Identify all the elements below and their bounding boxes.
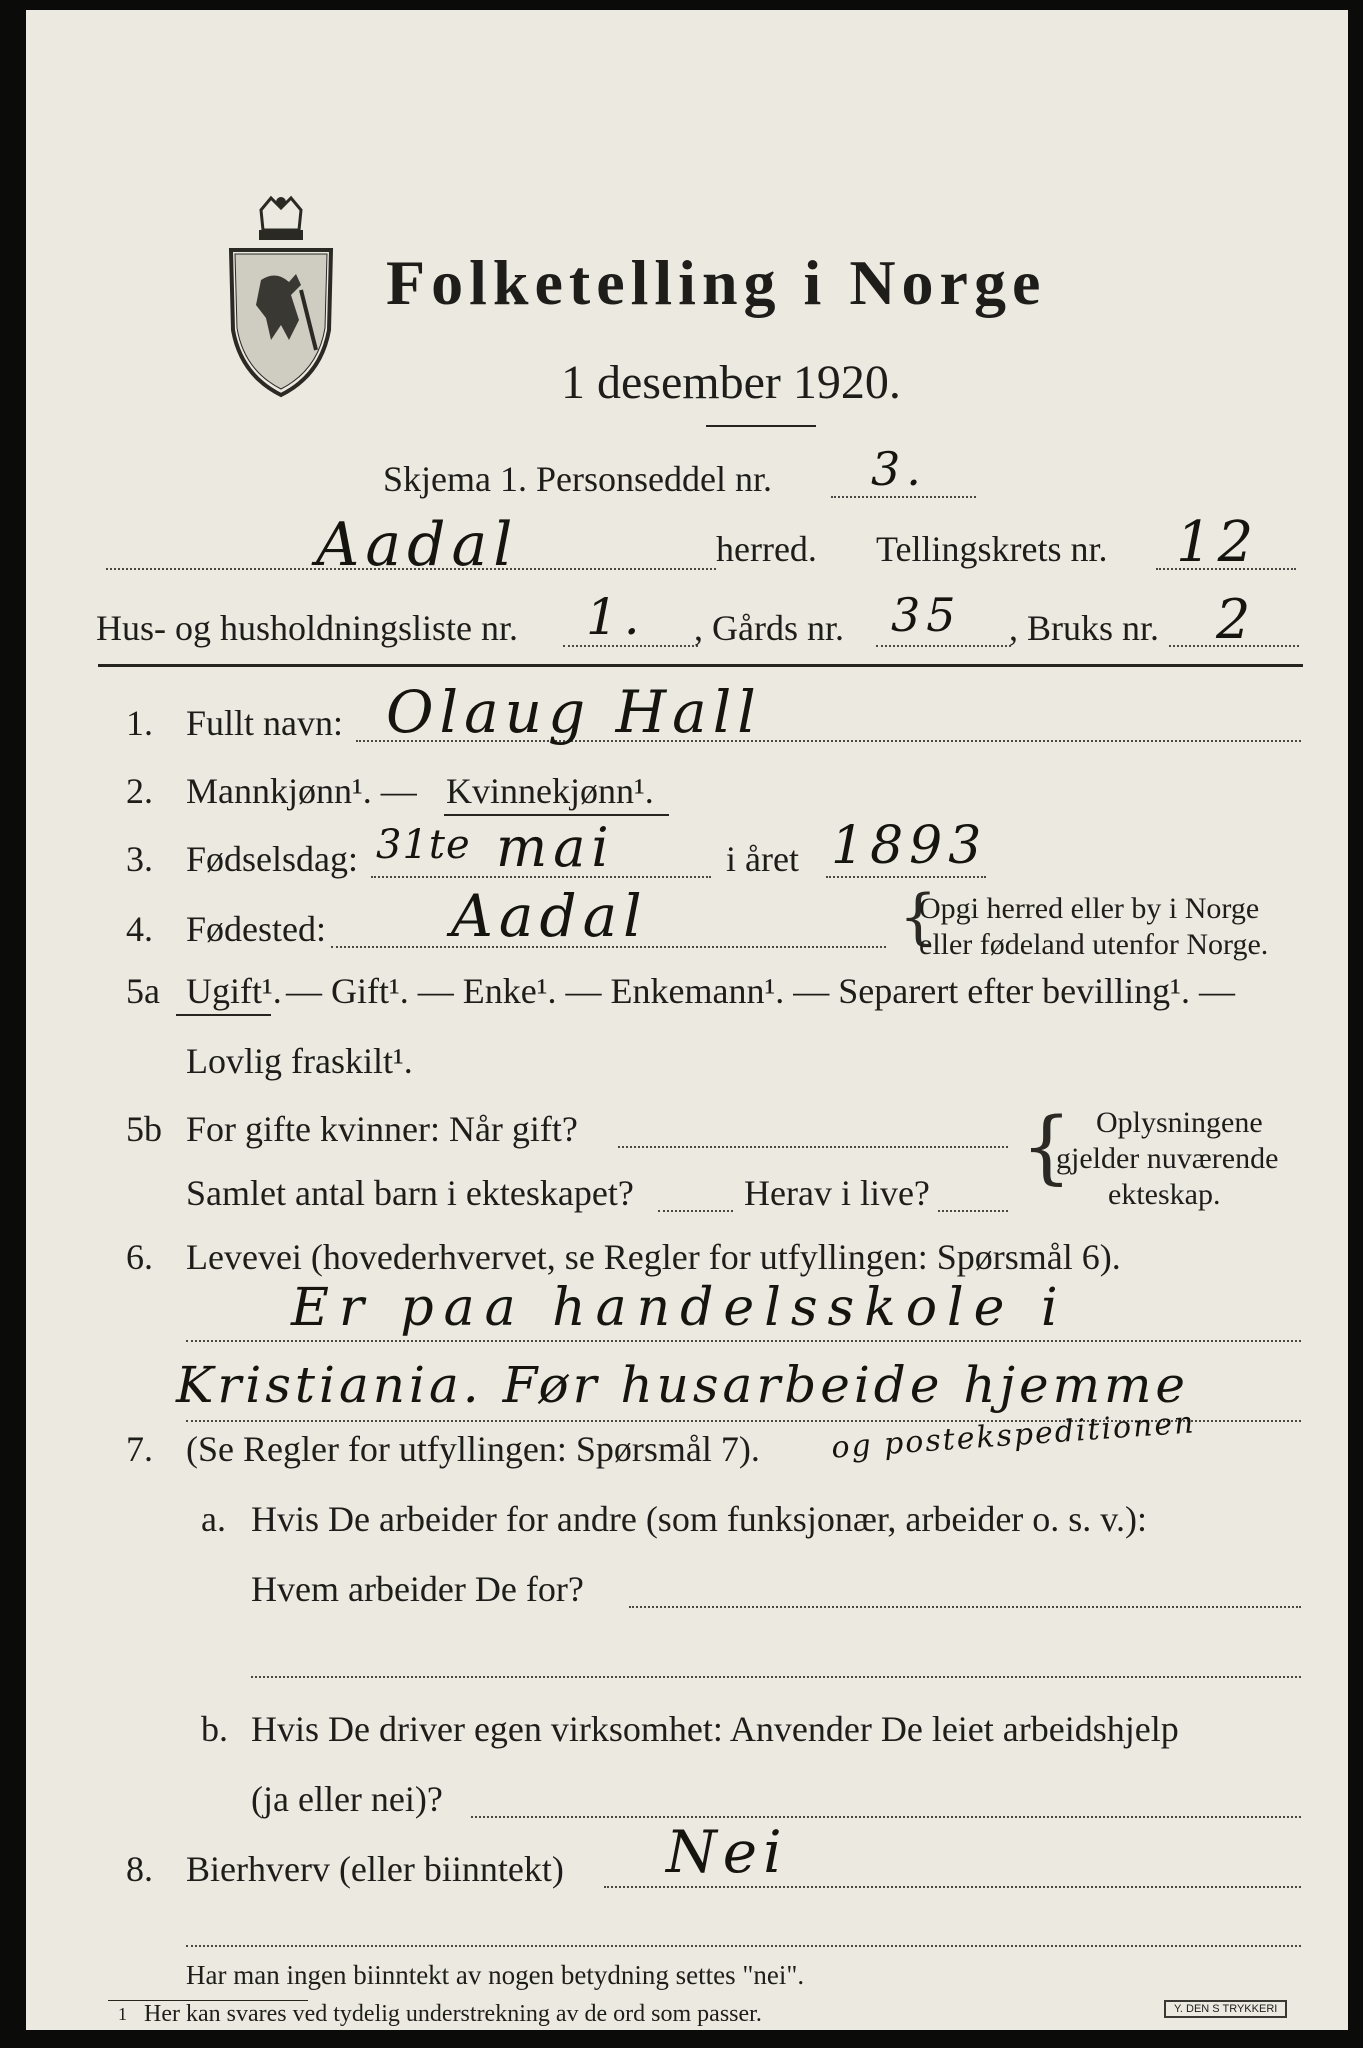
herred-value: Aadal: [316, 510, 519, 580]
q2-number: 2.: [126, 771, 153, 811]
footer-note: Har man ingen biinntekt av nogen betydning settes "nei".: [186, 1960, 805, 1990]
q6-number: 6.: [126, 1237, 153, 1277]
q5a-ugift-underline: [176, 1014, 271, 1016]
q2-kvinne: Kvinnekjønn¹.: [446, 771, 654, 811]
q2-mann: Mannkjønn¹. —: [186, 771, 417, 811]
personseddel-label: Personseddel nr.: [536, 459, 772, 499]
footnote-number: 1: [118, 2004, 127, 2024]
gards-label: , Gårds nr.: [694, 608, 844, 648]
q6-answer2: Kristiania. Før husarbeide hjemme: [176, 1356, 1190, 1414]
personseddel-line: [831, 496, 976, 498]
q3-day: 31te: [376, 822, 471, 868]
q5b-when-line: [618, 1146, 1008, 1148]
q7a-text2: Hvem arbeider De for?: [251, 1569, 584, 1609]
q5b-number: 5b: [126, 1109, 162, 1149]
q5a-options: — Gift¹. — Enke¹. — Enkemann¹. — Separert efter bevilling¹. —: [286, 971, 1235, 1011]
q3-month: mai: [496, 816, 615, 879]
q7b-text2: (ja eller nei)?: [251, 1779, 443, 1819]
q7b-letter: b.: [201, 1709, 228, 1749]
form-date: 1 desember 1920.: [561, 356, 901, 409]
title-divider: [706, 425, 816, 427]
bruks-value: 2: [1216, 588, 1257, 651]
herred-label: herred.: [716, 529, 817, 569]
q5b-brace: {: [1021, 1100, 1072, 1193]
header-divider: [98, 664, 1303, 667]
q1-label: Fullt navn:: [186, 703, 344, 743]
q8-label: Bierhverv (eller biinntekt): [186, 1849, 564, 1889]
gards-line: [876, 645, 1011, 647]
census-form: [26, 10, 1348, 2030]
q8-line: [604, 1886, 1301, 1888]
printer-stamp: Y. DEN S TRYKKERI: [1164, 2000, 1287, 2018]
q6-line1: [186, 1340, 1301, 1342]
q6-label: Levevei (hovederhvervet, se Regler for utfyllingen: Spørsmål 6).: [186, 1237, 1121, 1277]
q6-answer3: og postekspeditionen: [830, 1405, 1197, 1466]
q4-value: Aadal: [451, 882, 648, 950]
q5a-number: 5a: [126, 971, 160, 1011]
q5b-note2: gjelder nuværende: [1056, 1142, 1279, 1175]
q5b-alive-label: Herav i live?: [744, 1173, 930, 1213]
q3-year-label: i året: [726, 839, 799, 879]
gards-value: 35: [891, 588, 962, 642]
q1-number: 1.: [126, 703, 153, 743]
bruks-label: , Bruks nr.: [1009, 608, 1160, 648]
q4-label: Fødested:: [186, 909, 326, 949]
q5b-children-label: Samlet antal barn i ekteskapet?: [186, 1173, 634, 1213]
q8-value: Nei: [666, 1818, 788, 1886]
coat-of-arms-icon: [221, 190, 341, 400]
q3-number: 3.: [126, 839, 153, 879]
q7-label: (Se Regler for utfyllingen: Spørsmål 7).: [186, 1429, 760, 1469]
q6-answer1: Er paa handelsskole i: [291, 1278, 1068, 1338]
q5b-alive-line: [938, 1210, 1008, 1212]
tellingskrets-label: Tellingskrets nr.: [876, 529, 1108, 569]
q7b-text: Hvis De driver egen virksomhet: Anvender De leiet arbeidshjelp: [251, 1709, 1179, 1749]
form-title: Folketelling i Norge: [386, 247, 1047, 318]
q5b-children-line: [658, 1210, 733, 1212]
personseddel-value: 3.: [871, 442, 927, 496]
q7b-line: [471, 1816, 1301, 1818]
q7a-line2: [251, 1676, 1301, 1678]
q3-year: 1893: [831, 816, 988, 876]
q4-note-line2: eller fødeland utenfor Norge.: [919, 928, 1269, 961]
q3-year-line: [826, 876, 986, 878]
tellingskrets-value: 12: [1176, 510, 1260, 575]
q7a-letter: a.: [201, 1499, 226, 1539]
q7a-text: Hvis De arbeider for andre (som funksjonær, arbeider o. s. v.):: [251, 1499, 1147, 1539]
q5b-note1: Oplysningene: [1096, 1106, 1263, 1139]
q4-brace: {: [899, 882, 938, 952]
q7-number: 7.: [126, 1429, 153, 1469]
q4-number: 4.: [126, 909, 153, 949]
footnote-text: Her kan svares ved tydelig understrekning av de ord som passer.: [144, 2001, 762, 2027]
q5a-ugift: Ugift¹.: [186, 971, 282, 1011]
hus-value: 1.: [586, 588, 646, 646]
q5b-note3: ekteskap.: [1108, 1178, 1221, 1211]
q3-label: Fødselsdag:: [186, 839, 359, 879]
q8-line2: [186, 1945, 1301, 1947]
hus-label: Hus- og husholdningsliste nr.: [96, 608, 519, 648]
q5a-line2: Lovlig fraskilt¹.: [186, 1041, 413, 1081]
q1-value: Olaug Hall: [386, 678, 762, 746]
q5b-line1: For gifte kvinner: Når gift?: [186, 1109, 578, 1149]
q4-note-line1: Opgi herred eller by i Norge: [919, 892, 1260, 925]
q8-number: 8.: [126, 1849, 153, 1889]
q7a-line1: [629, 1606, 1301, 1608]
schema-label: Skjema 1.: [383, 459, 527, 499]
